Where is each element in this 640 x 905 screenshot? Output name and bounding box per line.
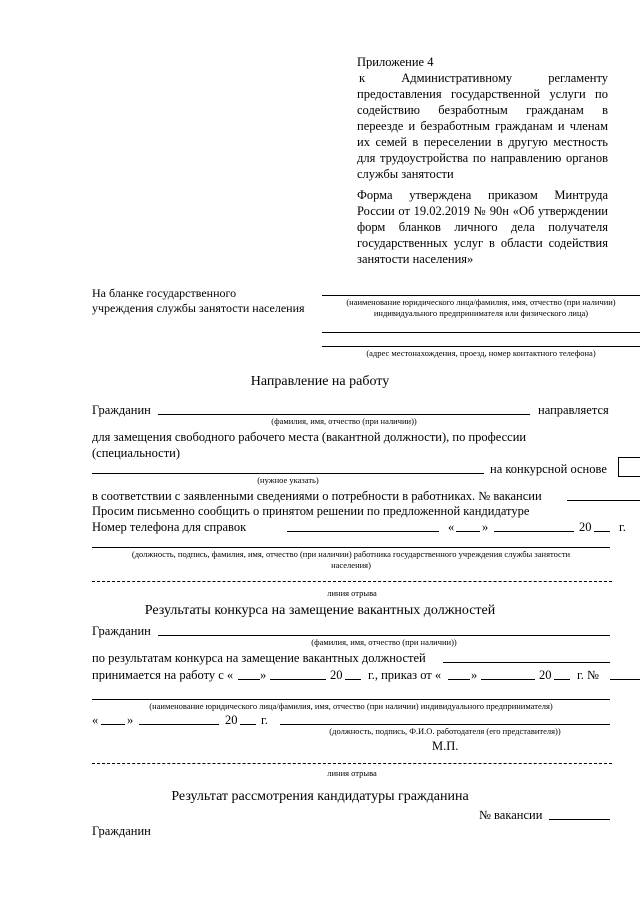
vacancy-text bbox=[92, 429, 640, 461]
review-title: Результат рассмотрения кандидатуры гражданина bbox=[171, 789, 469, 804]
employer-sign-caption: (должность, подпись, Ф.И.О. работодателя (его представителя)) bbox=[329, 726, 561, 736]
sign-day-field[interactable] bbox=[101, 724, 125, 725]
directed-label: направляется bbox=[538, 403, 609, 417]
date-quote-open: « bbox=[448, 520, 455, 534]
review-citizen-label: Гражданин bbox=[92, 824, 151, 838]
competition-title: Результаты конкурса на замещение вакантных должностей bbox=[144, 603, 496, 618]
caption-line: населения) bbox=[331, 560, 371, 570]
approval-line: Форма утверждена приказом Минтруда bbox=[357, 188, 608, 202]
review-vacancy-field[interactable] bbox=[549, 819, 610, 820]
approval-line: России от 19.02.2019 № 90н «Об утверждении bbox=[357, 204, 608, 218]
profession-field[interactable] bbox=[92, 473, 484, 474]
vacancy-line: для замещения свободного рабочего места (вакантной должности), по профессии bbox=[92, 430, 527, 444]
date-year-field[interactable] bbox=[594, 531, 610, 532]
competition-citizen-label: Гражданин bbox=[92, 624, 151, 638]
request-text: Просим письменно сообщить о принятом решении по предложенной кандидатуре bbox=[92, 504, 530, 518]
number-label: г. № bbox=[577, 668, 599, 682]
referral-title: Направление на работу bbox=[250, 374, 390, 389]
order-label: г., приказ от « bbox=[368, 668, 442, 682]
date-quote-close: » bbox=[482, 520, 489, 534]
specify-caption: (нужное указать) bbox=[257, 475, 319, 485]
competition-citizen-field[interactable] bbox=[158, 635, 610, 636]
hire-year-prefix: 20 bbox=[330, 668, 343, 682]
phone-label: Номер телефона для справок bbox=[92, 520, 247, 534]
sign-month-field[interactable] bbox=[139, 724, 219, 725]
cut-line-label-2: линия отрыва bbox=[327, 768, 377, 778]
sign-date-quote-open: « bbox=[92, 713, 99, 727]
approval-block bbox=[357, 187, 608, 267]
hired-label: принимается на работу с « bbox=[92, 668, 234, 682]
stamp-label: М.П. bbox=[432, 739, 459, 753]
caption-line: индивидуального предпринимателя или физического лица) bbox=[373, 308, 589, 318]
competitive-checkbox[interactable] bbox=[618, 457, 640, 477]
results-field[interactable] bbox=[443, 662, 610, 663]
caption-line: (наименование юридического лица/фамилия, имя, отчество (при наличии) bbox=[346, 297, 616, 307]
competitive-label: на конкурсной основе bbox=[490, 462, 607, 476]
date-year-prefix: 20 bbox=[579, 520, 592, 534]
order-year-field[interactable] bbox=[554, 679, 570, 680]
hire-year-field[interactable] bbox=[345, 679, 361, 680]
appendix-line: переезде и безработным гражданам и членам bbox=[357, 119, 608, 133]
letterhead-line: На бланке государственного bbox=[92, 286, 237, 300]
addressee-line[interactable] bbox=[322, 295, 640, 296]
order-month-field[interactable] bbox=[481, 679, 535, 680]
date-month-field[interactable] bbox=[494, 531, 574, 532]
sign-year-prefix: 20 bbox=[225, 713, 238, 727]
officer-signature-line[interactable] bbox=[92, 547, 610, 548]
cut-line-label-1: линия отрыва bbox=[327, 588, 377, 598]
employer-caption: (наименование юридического лица/фамилия, имя, отчество (при наличии) индивидуального предпринимателя) bbox=[149, 701, 553, 711]
address-caption: (адрес местонахождения, проезд, номер контактного телефона) bbox=[366, 348, 596, 358]
employer-name-line[interactable] bbox=[92, 699, 610, 700]
date-year-suffix: г. bbox=[619, 520, 626, 534]
date-day-field[interactable] bbox=[456, 531, 480, 532]
addressee-caption bbox=[322, 297, 640, 319]
approval-line: занятости населения» bbox=[357, 252, 474, 266]
hire-month-field[interactable] bbox=[270, 679, 326, 680]
fio-caption: (фамилия, имя, отчество (при наличии)) bbox=[271, 416, 417, 426]
letterhead-label bbox=[92, 286, 322, 316]
approval-line: государственных услуг в области содействия bbox=[357, 236, 608, 250]
phone-field[interactable] bbox=[287, 531, 439, 532]
appendix-line: содействию безработным гражданам в bbox=[357, 103, 608, 117]
appendix-block bbox=[357, 54, 608, 182]
letterhead-line: учреждения службы занятости населения bbox=[92, 301, 305, 315]
approval-line: форм бланков личного дела получателя bbox=[357, 220, 608, 234]
results-label: по результатам конкурса на замещение вакантных должностей bbox=[92, 651, 426, 665]
accordance-text: в соответствии с заявленными сведениями о потребности в работниках. № вакансии bbox=[92, 489, 542, 503]
order-day-field[interactable] bbox=[448, 679, 470, 680]
appendix-line: к Административному регламенту bbox=[359, 71, 608, 85]
competition-fio-caption: (фамилия, имя, отчество (при наличии)) bbox=[311, 637, 457, 647]
appendix-line: их семей в переселении в другую местность bbox=[357, 135, 608, 149]
hire-day-field[interactable] bbox=[238, 679, 260, 680]
review-vacancy-label: № вакансии bbox=[479, 808, 543, 822]
appendix-line: службы занятости bbox=[357, 167, 454, 181]
citizen-name-field[interactable] bbox=[158, 414, 530, 415]
vacancy-line: (специальности) bbox=[92, 446, 181, 460]
order-quote-close: » bbox=[471, 668, 478, 682]
sign-year-suffix: г. bbox=[261, 713, 268, 727]
appendix-title: Приложение 4 bbox=[357, 55, 434, 69]
vacancy-number-field[interactable] bbox=[567, 500, 640, 501]
address-line-1[interactable] bbox=[322, 332, 640, 333]
order-number-field[interactable] bbox=[610, 679, 640, 680]
sign-year-field[interactable] bbox=[240, 724, 256, 725]
caption-line: (должность, подпись, фамилия, имя, отчество (при наличии) работника государственного учреждения службы занятости bbox=[131, 549, 571, 559]
address-line-2[interactable] bbox=[322, 346, 640, 347]
cut-line-1 bbox=[92, 581, 612, 582]
order-year-prefix: 20 bbox=[539, 668, 552, 682]
officer-signature-caption bbox=[92, 549, 610, 571]
sign-date-quote-close: » bbox=[127, 713, 134, 727]
hire-quote-close: » bbox=[260, 668, 267, 682]
employer-signature-line[interactable] bbox=[280, 724, 610, 725]
cut-line-2 bbox=[92, 763, 612, 764]
appendix-line: предоставления государственной услуги по bbox=[357, 87, 608, 101]
citizen-label: Гражданин bbox=[92, 403, 151, 417]
appendix-line: для трудоустройства по направлению органов bbox=[357, 151, 608, 165]
